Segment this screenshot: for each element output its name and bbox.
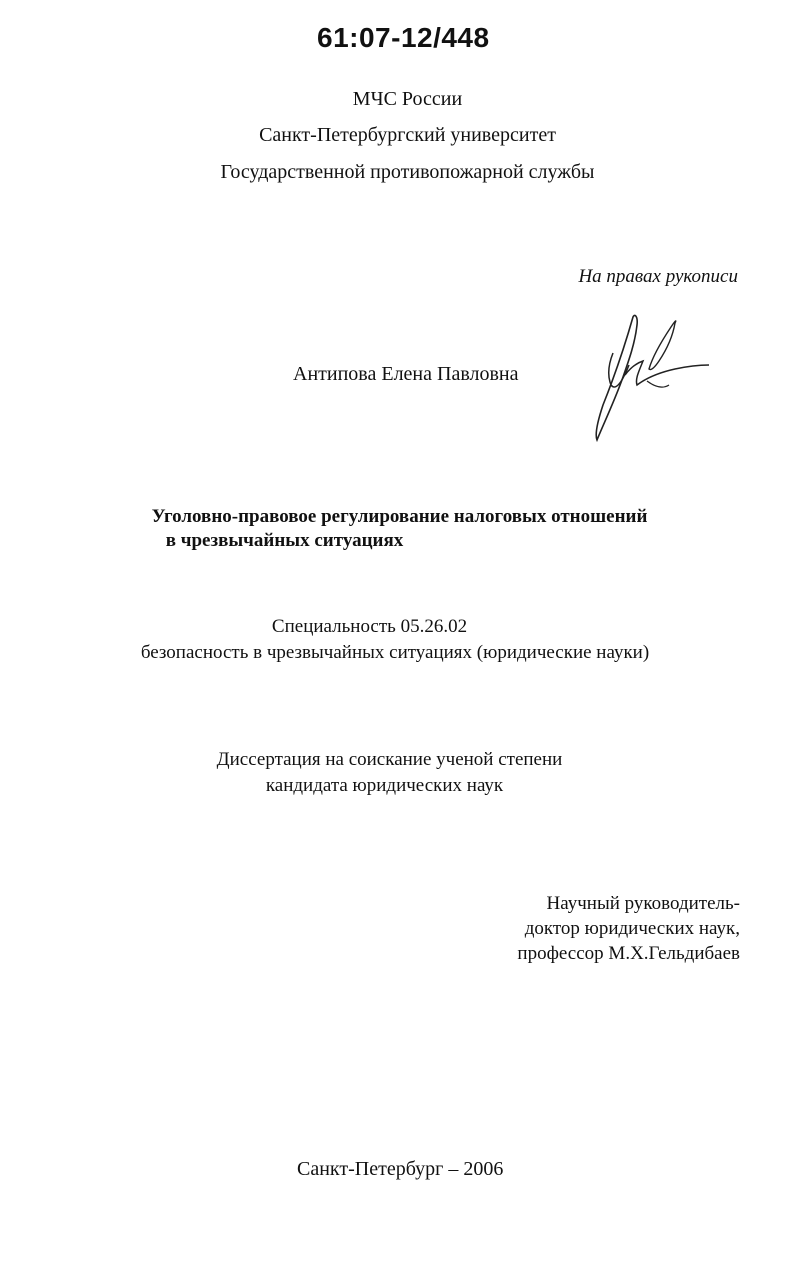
supervisor-block xyxy=(517,891,740,966)
organization-ministry: МЧС России xyxy=(352,88,463,110)
title-line-2: в чрезвычайных ситуациях xyxy=(165,530,404,551)
title-line-1: Уголовно-правовое регулирование налоговых отношений xyxy=(151,506,648,527)
catalog-code: 61:07-12/448 xyxy=(317,22,490,53)
organization-university: Санкт-Петербургский университет xyxy=(259,124,556,146)
author-name: Антипова Елена Павловна xyxy=(293,363,519,385)
degree-line-1: Диссертация на соискание ученой степени xyxy=(216,749,563,770)
specialty-name: безопасность в чрезвычайных ситуациях (юридические науки) xyxy=(140,642,650,663)
signature-image xyxy=(585,305,715,450)
manuscript-note: На правах рукописи xyxy=(578,266,738,287)
city-year: Санкт-Петербург – 2006 xyxy=(297,1158,504,1180)
supervisor-name: профессор М.Х.Гельдибаев xyxy=(517,943,740,964)
dissertation-title xyxy=(0,505,799,553)
specialty-block xyxy=(0,614,799,666)
supervisor-degree: доктор юридических наук, xyxy=(524,918,740,939)
supervisor-role: Научный руководитель- xyxy=(546,893,740,914)
dissertation-degree-block xyxy=(0,747,799,799)
organization-service: Государственной противопожарной службы xyxy=(220,161,595,183)
degree-line-2: кандидата юридических наук xyxy=(265,775,504,796)
specialty-code: Специальность 05.26.02 xyxy=(271,616,468,637)
